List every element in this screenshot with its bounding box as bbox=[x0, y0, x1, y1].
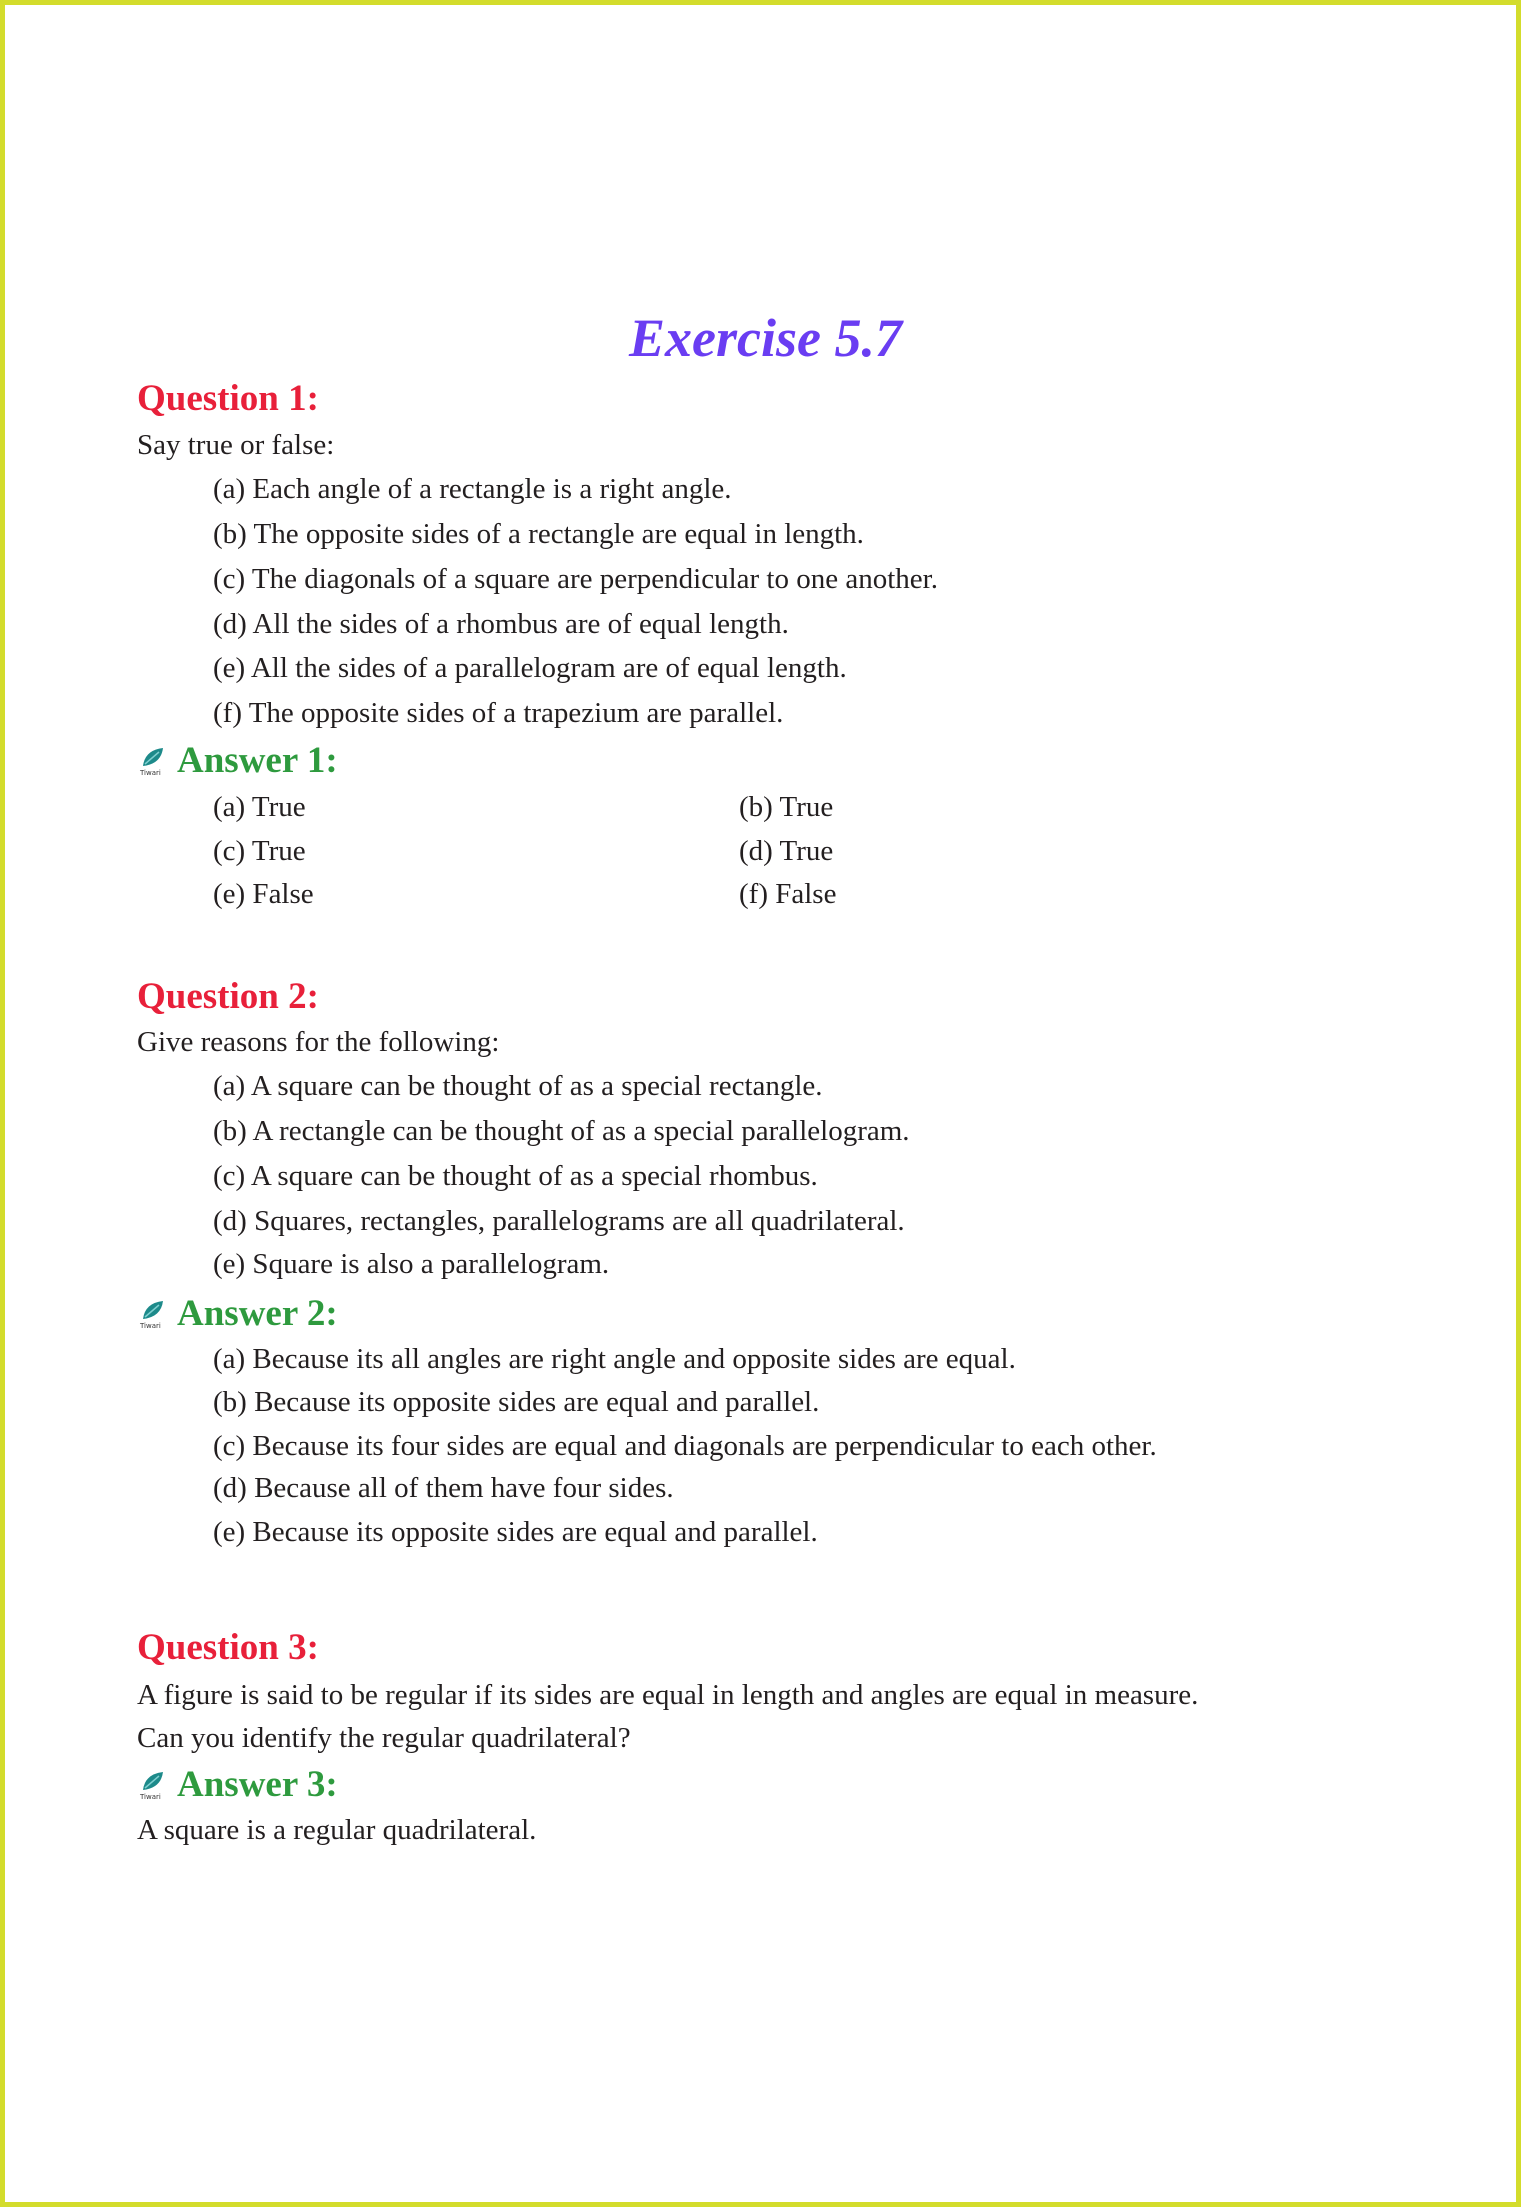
answer-3-text: A square is a regular quadrilateral. bbox=[137, 1814, 537, 1846]
question-3-line: A figure is said to be regular if its sides are equal in length and angles are equal in measure. bbox=[137, 1679, 1199, 1711]
question-2-item: (d) Squares, rectangles, parallelograms are all quadrilateral. bbox=[213, 1205, 905, 1237]
answer-1-item: (a) True bbox=[213, 791, 306, 823]
question-2-item: (a) A square can be thought of as a special rectangle. bbox=[213, 1070, 823, 1102]
answer-3-heading: Answer 3: bbox=[177, 1764, 338, 1805]
question-2-prompt: Give reasons for the following: bbox=[137, 1026, 500, 1058]
question-2-item: (c) A square can be thought of as a special rhombus. bbox=[213, 1160, 818, 1192]
question-1-item: (c) The diagonals of a square are perpendicular to one another. bbox=[213, 563, 938, 595]
question-1-item: (a) Each angle of a rectangle is a right angle. bbox=[213, 473, 732, 505]
question-3-heading: Question 3: bbox=[137, 1627, 319, 1668]
answer-2-item: (d) Because all of them have four sides. bbox=[213, 1472, 674, 1504]
answer-1-item: (f) False bbox=[739, 878, 837, 910]
answer-2-item: (b) Because its opposite sides are equal and parallel. bbox=[213, 1386, 820, 1418]
question-1-heading: Question 1: bbox=[137, 378, 319, 419]
answer-1-item: (c) True bbox=[213, 835, 306, 867]
question-1-item: (b) The opposite sides of a rectangle are equal in length. bbox=[213, 518, 864, 550]
answer-2-item: (e) Because its opposite sides are equal and parallel. bbox=[213, 1516, 818, 1548]
question-3-line: Can you identify the regular quadrilateral? bbox=[137, 1722, 631, 1754]
question-1-item: (f) The opposite sides of a trapezium are parallel. bbox=[213, 697, 784, 729]
question-2-item: (b) A rectangle can be thought of as a special parallelogram. bbox=[213, 1115, 910, 1147]
question-2-item: (e) Square is also a parallelogram. bbox=[213, 1248, 610, 1280]
answer-2-item: (a) Because its all angles are right angle and opposite sides are equal. bbox=[213, 1343, 1016, 1375]
question-2-heading: Question 2: bbox=[137, 976, 319, 1017]
question-1-item: (e) All the sides of a parallelogram are of equal length. bbox=[213, 652, 847, 684]
answer-1-item: (e) False bbox=[213, 878, 314, 910]
tiwari-logo-icon bbox=[139, 1299, 167, 1329]
question-1-prompt: Say true or false: bbox=[137, 429, 335, 461]
answer-1-item: (b) True bbox=[739, 791, 834, 823]
svg-text:Tiwari: Tiwari bbox=[140, 769, 161, 776]
answer-1-heading: Answer 1: bbox=[177, 740, 338, 781]
exercise-title: Exercise 5.7 bbox=[629, 308, 902, 368]
svg-text:Tiwari: Tiwari bbox=[140, 1793, 161, 1800]
tiwari-logo-icon bbox=[139, 746, 167, 776]
answer-1-item: (d) True bbox=[739, 835, 834, 867]
question-1-item: (d) All the sides of a rhombus are of equal length. bbox=[213, 608, 789, 640]
answer-2-item: (c) Because its four sides are equal and diagonals are perpendicular to each other. bbox=[213, 1430, 1157, 1462]
tiwari-logo-icon bbox=[139, 1770, 167, 1800]
answer-2-heading: Answer 2: bbox=[177, 1293, 338, 1334]
svg-text:Tiwari: Tiwari bbox=[140, 1322, 161, 1329]
